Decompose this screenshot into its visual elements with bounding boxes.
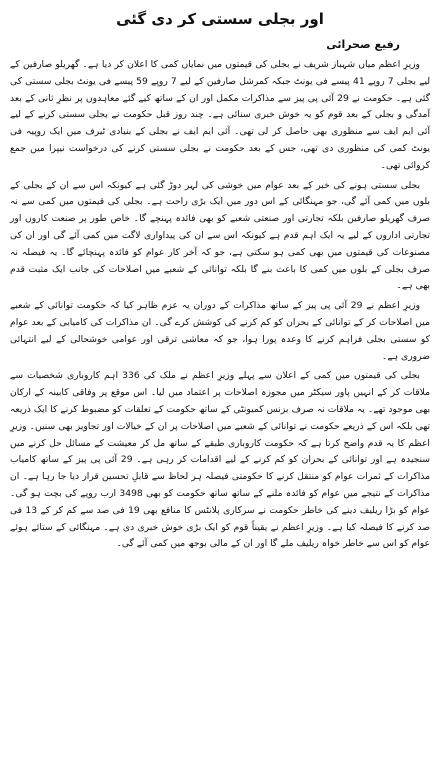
article-body bbox=[10, 57, 430, 553]
article-paragraph: وزیرِ اعظم نے 29 آئی پی پیز کے ساتھ مذاکرات کے دوران یہ عزم ظاہر کیا کہ حکومت توانائی کے شعبے میں اصلاحات کر کے توانائی کے بحران کو کم کرنے کی کوشش کرے گی۔ ان مذاکرات کی کامیابی کے بعد عوام کو سستی بجلی فراہم کرنے کا وعدہ پورا ہوا، جو کہ معاشی ترقی اور عوامی خوشحالی کے لیے انتہائی ضروری ہے۔ bbox=[10, 300, 430, 362]
article-paragraph: وزیرِ اعظم میاں شہباز شریف نے بجلی کی قیمتوں میں نمایاں کمی کا اعلان کر دیا ہے۔ گھریلو صارفین کے لیے بجلی 7 روپے 41 پیسے فی یونٹ جبکہ کمرشل صارفین کے لیے 7 روپے 59 پیسے فی یونٹ بجلی سستی کی گئی ہے۔ حکومت نے 29 آئی پی پیز سے مذاکرات مکمل اور ان کے ساتھ کیے گئے معاہدوں پر نظرِ ثانی کے بعد آمدگی و بجلی کے بعد قوم کو یہ خوش خبری سنائی ہے۔ چند روز قبل حکومت نے بجلی سستی کرنے کے لیے آئی ایم ایف سے منظوری بھی حاصل کر لی تھی۔ آئی ایم ایف نے بجلی کے بنیادی ٹیرف میں ایک روپیہ فی یونٹ کمی کی منظوری دی تھی، جس کے بعد حکومت نے بجلی سستی کرنے کی درخواست نیپرا میں جمع کروائی تھی۔ bbox=[10, 59, 431, 171]
article-paragraph: بجلی سستی ہونے کی خبر کے بعد عوام میں خوشی کی لہر دوڑ گئی ہے کیونکہ اس سے ان کے بجلی کے بلوں میں کمی آئے گی، جو مہنگائی کے اس دور میں ایک بڑی راحت ہے۔ بجلی کی قیمتوں میں کمی سے نہ صرف گھریلو صارفین بلکہ تجارتی اور صنعتی شعبے کو بھی فائدہ پہنچے گا۔ خاص طور پر صنعت کاروں اور تجارتی اداروں کے لیے یہ ایک اہم قدم ہے کیونکہ اس سے ان کی پیداواری لاگت میں کمی آئے گی اور ان کی مصنوعات کی قیمتوں میں بھی کمی ہو سکتی ہے، جو کہ آخر کار عوام کو فائدہ پہنچائے گا۔ یہ فیصلہ نہ صرف بجلی کے بلوں میں کمی کا باعث بنے گا بلکہ توانائی کے شعبے میں اصلاحات کی جانب ایک مثبت قدم بھی ہے۔ bbox=[10, 179, 430, 292]
author-byline: رفیع صحرائی bbox=[326, 38, 400, 51]
article-headline: اور بجلی سستی کر دی گئی bbox=[116, 10, 324, 28]
article-paragraph: بجلی کی قیمتوں میں کمی کے اعلان سے پہلے وزیرِ اعظم نے ملک کی 336 اہم کاروباری شخصیات سے ملاقات کر کے انہیں پاور سیکٹر میں مجوزہ اصلاحات پر اعتماد میں لیا۔ اس موقع پر وفاقی کابینہ کے ارکان بھی موجود تھے۔ یہ ملاقات نہ صرف بزنس کمیونٹی کے ساتھ حکومت کے تعلقات کو مضبوط کرنے کا ایک ذریعہ تھی بلکہ اس کے ذریعے حکومت نے توانائی کے شعبے میں اصلاحات پر ان کے خیالات اور تجاویز بھی سنیں۔ وزیرِ اعظم کا یہ قدم واضح کرتا ہے کہ حکومت کاروباری طبقے کے ساتھ مل کر معیشت کے مسائل حل کرنے میں سنجیدہ ہے اور توانائی کے بحران کو کم کرنے کے لیے اقدامات کر رہی ہے۔ 29 آئی پی پیز کے ساتھ کامیاب مذاکرات کے ثمرات عوام کو منتقل کرنے کا حکومتی فیصلہ ہر لحاظ سے قابلِ تحسین قرار دیا جا رہا ہے۔ ان مذاکرات کے نتیجے میں عوام کو فائدہ ملنے کے ساتھ ساتھ حکومت کو بھی 3498 ارب روپے کی بچت ہو گی۔ عوام کو بڑا ریلیف دینے کی خاطر حکومت نے سرکاری پلانٹس کا منافع بھی 19 فی صد سے کم کر کے 13 فی صد کرنے کا فیصلہ کیا ہے۔ وزیرِ اعظم نے یقیناً قوم کو ایک بڑی خوش خبری دی ہے۔ مہنگائی کے ستائے ہوئے عوام کو اس سے خاطر خواہ ریلیف ملے گا اور ان کے مالی بوجھ میں کمی آئے گی۔ bbox=[10, 370, 430, 550]
